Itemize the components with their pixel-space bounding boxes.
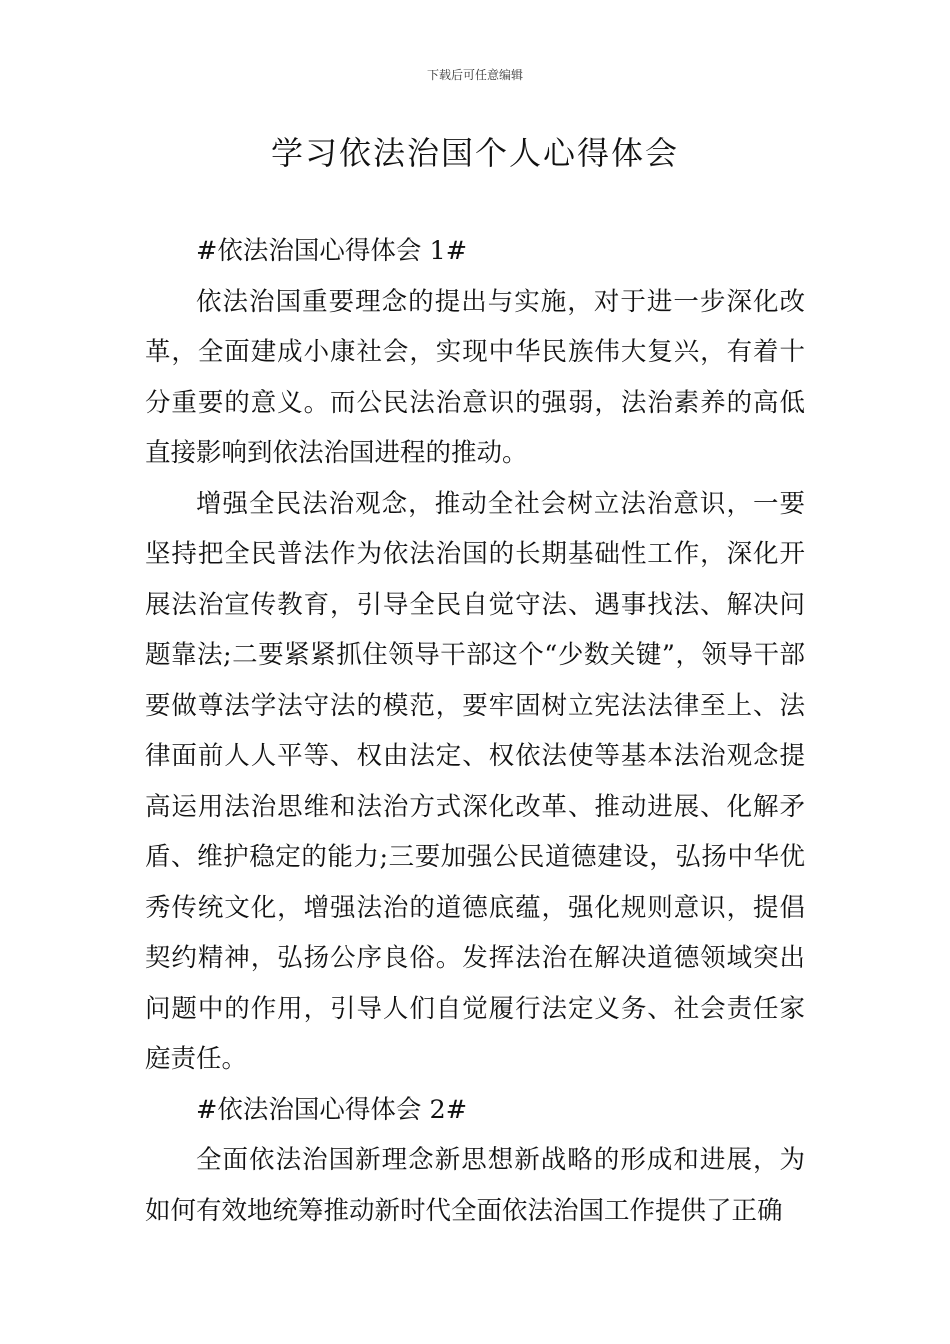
paragraph: 增强全民法治观念，推动全社会树立法治意识，一要坚持把全民普法作为依法治国的长期基础性工作，深化开展法治宣传教育，引导全民自觉守法、遇事找法、解决问题靠法;二要紧紧抓住领导干部这个“少数关键”，领导干部要做尊法学法守法的模范，要牢固树立宪法法律至上、法律面前人人平等、权由法定、权依法使等基本法治观念提高运用法治思维和法治方式深化改革、推动进展、化解矛盾、维护稳定的能力;三要加强公民道德建设，弘扬中华优秀传统文化，增强法治的道德底蕴，强化规则意识，提倡契约精神，弘扬公序良俗。发挥法治在解决道德领域突出问题中的作用，引导人们自觉履行法定义务、社会责任家庭责任。 [145, 488, 805, 1074]
document-body [145, 226, 805, 1236]
section-heading: #依法治国心得体会 1# [196, 236, 468, 266]
header-note: 下载后可任意编辑 [426, 68, 523, 82]
paragraph: 依法治国重要理念的提出与实施，对于进一步深化改革，全面建成小康社会，实现中华民族伟大复兴，有着十分重要的意义。而公民法治意识的强弱，法治素养的高低直接影响到依法治国进程的推动。 [145, 286, 805, 468]
paragraph: 全面依法治国新理念新思想新战略的形成和进展，为如何有效地统筹推动新时代全面依法治国工作提供了正确 [145, 1145, 805, 1226]
document-title: 学习依法治国个人心得体会 [270, 134, 679, 172]
section-heading: #依法治国心得体会 2# [196, 1094, 468, 1125]
